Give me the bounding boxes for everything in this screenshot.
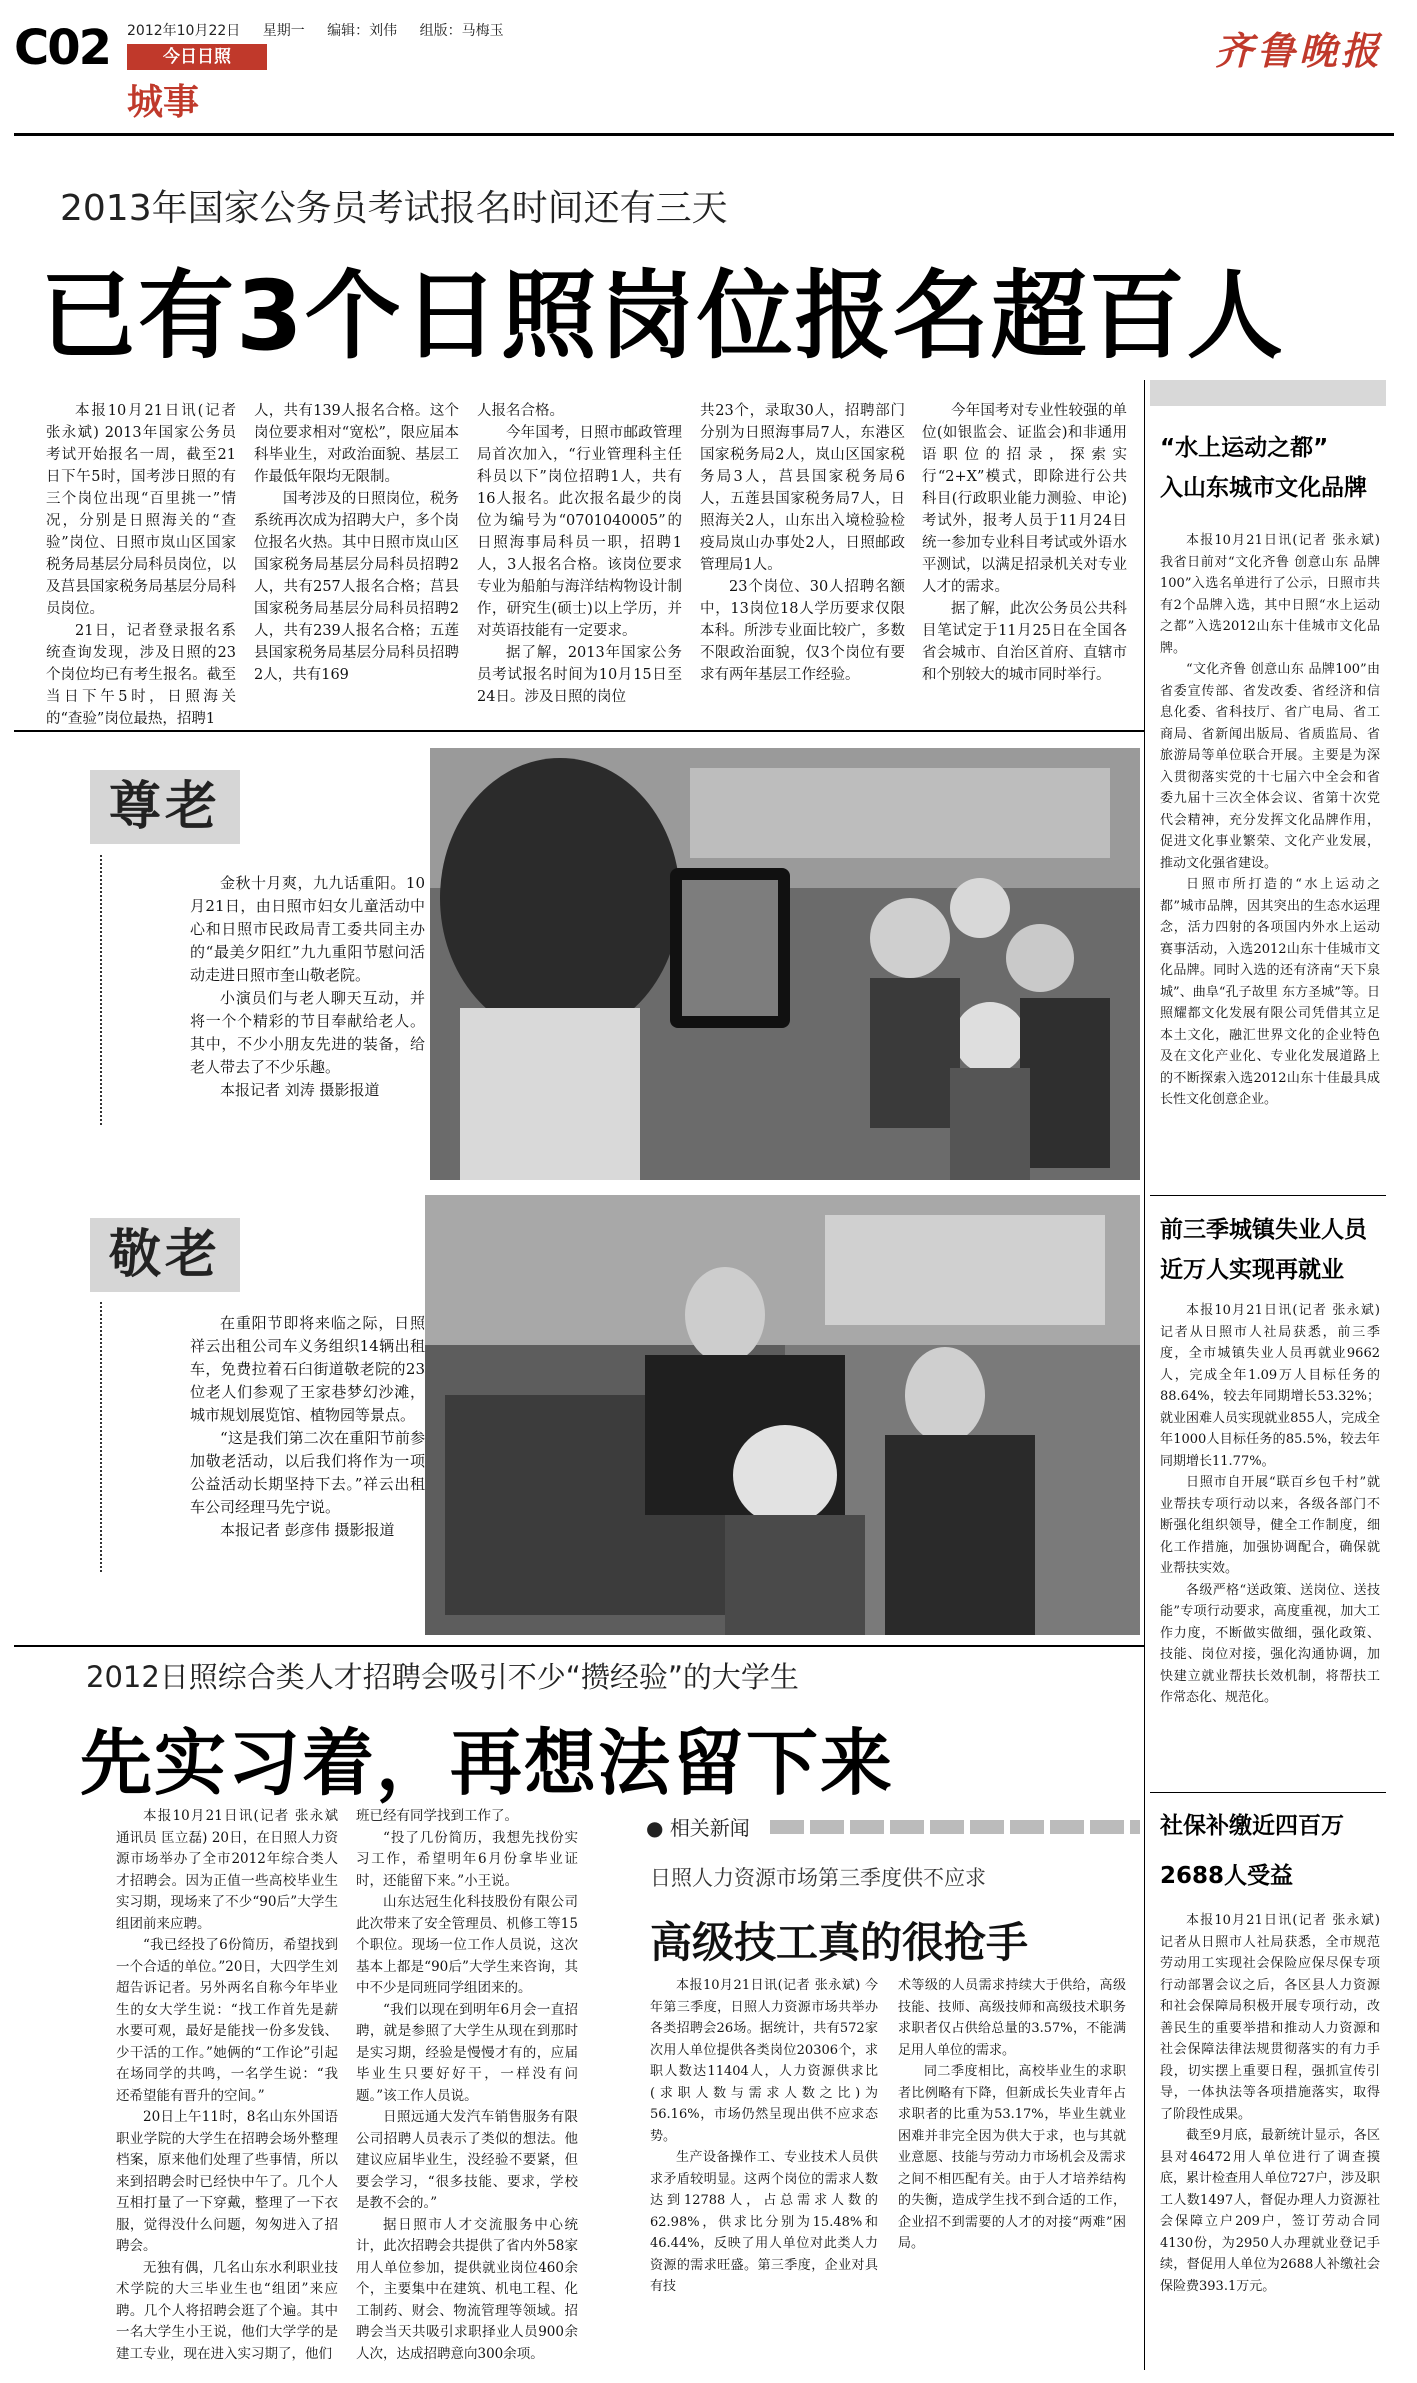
photo1-illustration xyxy=(430,748,1140,1180)
related-dot-icon: ● xyxy=(646,1816,664,1840)
divider xyxy=(1150,1195,1386,1196)
lead-kicker: 2013年国家公务员考试报名时间还有三天 xyxy=(60,188,728,229)
issue-meta xyxy=(127,20,522,40)
photo1-caption xyxy=(190,872,425,1102)
paragraph: 本报10月21日讯(记者 张永斌 通讯员 匡立磊) 20日，在日照人力资源市场举办了全市2012年综合类人才招聘会。因为正值一些高校毕业生实习期，现场来了不少“90后”大学生组团前来应聘。 xyxy=(116,1808,338,1932)
paragraph: 截至9月底，最新统计显示，各区县对46472用人单位进行了调查摸底，累计检查用人单位727户，涉及职工人数1497人，督促办理人力资源社会保障立户209户，签订劳动合同4130份，为2950人办理就业登记手续，督促用人单位为2688人补缴社会保险费393.1万元。 xyxy=(1160,2128,1380,2294)
story2-kicker: 2012日照综合类人才招聘会吸引不少“攒经验”的大学生 xyxy=(86,1660,799,1694)
lead-column-1 xyxy=(46,400,236,730)
issue-weekday: 星期一 xyxy=(262,23,305,39)
story2-column-2 xyxy=(356,1806,578,2365)
related-news-label xyxy=(646,1812,750,1841)
paragraph: 山东达冠生化科技股份有限公司此次带来了安全管理员、机修工等15个职位。现场一位工作人员说，这次基本上都是“90后”大学生来咨询，其中不少是同班同学组团来的。 xyxy=(356,1894,578,1996)
paragraph: 生产设备操作工、专业技术人员供求矛盾较明显。这两个岗位的需求人数达到12788人，占总需求人数的62.98%，供求比分别为15.48%和46.44%，反映了用人单位对此类人力资源的需求旺盛。第三季度，企业对具有技 xyxy=(650,2150,878,2294)
paragraph: 据了解，此次公务员公共科目笔试定于11月25日在全国各省会城市、自治区首府、直辖市和个别较大的城市同时举行。 xyxy=(922,601,1127,683)
dotted-guide xyxy=(100,855,102,1125)
story2-column-1 xyxy=(116,1806,338,2365)
related-column-1 xyxy=(650,1975,878,2298)
related-label-text: 相关新闻 xyxy=(669,1816,750,1840)
story2-headline: 先实习着，再想法留下来 xyxy=(80,1721,895,1805)
paragraph: 国考涉及的日照岗位，税务系统再次成为招聘大户，多个岗位报名火热。其中日照市岚山区国家税务局基层分局科员招聘2人，共有257人报名合格；莒县国家税务局基层分局科员招聘2人，共有239人报名合格；五莲县国家税务局基层分局科员招聘2人，共有169 xyxy=(254,491,459,683)
sidebar-a-title-2: 入山东城市文化品牌 xyxy=(1160,475,1367,501)
issue-date: 2012年10月22日 xyxy=(127,23,241,39)
paragraph: 本报10月21日讯(记者 张永斌) 记者从日照市人社局获悉，全市规范劳动用工实现社会保险应保尽保专项行动部署会议之后，各区县人力资源和社会保障局积极开展专项行动，改善民生的重要举措和推动人力资源和社会保障法律法规贯彻落实的有力手段，切实摆上重要日程，强抓宣传引导，一体执法等各项措施落实，取得了阶段性成果。 xyxy=(1160,1913,1380,2122)
paragraph: 各级严格“送政策、送岗位、送技能”专项行动要求，高度重视，加大工作力度，不断做实做细，强化政策、技能、岗位对接，强化沟通协调，加快建立就业帮扶长效机制，将帮扶工作常态化、规范化。 xyxy=(1160,1582,1380,1705)
paragraph: 班已经有同学找到工作了。 xyxy=(356,1808,518,1824)
sidebar-c-title-2: 2688人受益 xyxy=(1160,1863,1294,1889)
paragraph: 据日照市人才交流服务中心统计，此次招聘会共提供了省内外58家用人单位参加，提供就业岗位460余个，主要集中在建筑、机电工程、化工制药、财会、物流管理等领域。招聘会当天共吸引求职择业人员900余人次，达成招聘意向300余项。 xyxy=(356,2216,578,2362)
sidebar-c-title-1: 社保补缴近四百万 xyxy=(1160,1813,1344,1839)
related-headline: 高级技工真的很抢手 xyxy=(650,1918,1029,1967)
divider xyxy=(1150,1792,1386,1793)
divider xyxy=(14,730,1144,732)
sidebar-a-title-1: “水上运动之都” xyxy=(1160,435,1329,461)
sidebar-a-body xyxy=(1160,530,1380,1111)
page-number: C02 xyxy=(14,20,111,76)
dotted-guide xyxy=(100,1302,102,1572)
related-kicker: 日照人力资源市场第三季度供不应求 xyxy=(650,1866,986,1890)
sidebar-c-body xyxy=(1160,1910,1380,2297)
paragraph: 无独有偶，几名山东水利职业技术学院的大三毕业生也“组团”来应聘。几个人将招聘会逛了个遍。其中一名大学生小王说，他们大学学的是建工专业，现在进入实习期了，他们 xyxy=(116,2259,338,2362)
paragraph: 20日上午11时，8名山东外国语职业学院的大学生在招聘会场外整理档案，原来他们处理了些事情，所以来到招聘会时已经快中午了。几个人互相打量了一下穿戴，整理了一下衣服，觉得没什么问题，匆匆进入了招聘会。 xyxy=(116,2109,338,2254)
lead-column-5 xyxy=(922,400,1127,686)
related-bar xyxy=(770,1820,1140,1834)
related-column-2 xyxy=(898,1975,1126,2255)
photo-credit: 本报记者 彭彦伟 摄影报道 xyxy=(220,1521,395,1539)
paragraph: 术等级的人员需求持续大于供给，高级技能、技师、高级技师和高级技术职务求职者仅占供给总量的3.57%，不能满足用人单位的需求。 xyxy=(898,1978,1126,2058)
paragraph: 21日，记者登录报名系统查询发现，涉及日照的23个岗位均已有考生报名。截至当日下午5时，日照海关的“查验”岗位最热，招聘1 xyxy=(46,623,236,727)
photo-taxi-drivers-help-elderly xyxy=(425,1195,1140,1635)
editor-credit: 编辑：刘伟 xyxy=(327,23,398,39)
lead-column-4 xyxy=(700,400,905,686)
photo2-illustration xyxy=(425,1195,1140,1635)
paragraph: “投了几份简历，我想先找份实习工作，希望明年6月份拿毕业证时，还能留下来。”小王说。 xyxy=(356,1829,578,1889)
paragraph: 据了解，2013年国家公务员考试报名时间为10月15日至24日。涉及日照的岗位 xyxy=(477,645,682,705)
paragraph: 23个岗位、30人招聘名额中，13岗位18人学历要求仅限本科。所涉专业面比较广，多数不限政治面貌，仅3个岗位有要求有两年基层工作经验。 xyxy=(700,579,905,683)
column-rule xyxy=(1144,380,1145,2370)
section-name: 城事 xyxy=(127,81,200,123)
paragraph: 人报名合格。 xyxy=(477,403,564,419)
paragraph: 今年国考，日照市邮政管理局首次加入，“行业管理科主任科员以下”岗位招聘1人，共有16人报名。此次报名最少的岗位为编号为“0701040005”的日照海事局科员一职，招聘1人，3人报名合格。该岗位要求专业为船舶与海洋结构物设计制作，研究生(硕士)以上学历，并对英语技能有一定要求。 xyxy=(477,425,682,639)
paragraph: “我已经投了6份简历，希望找到一个合适的单位。”20日，大四学生刘超告诉记者。另外两名自称今年毕业生的女大学生说：“找工作首先是薪水要可观，最好是能找一份多发钱、少干活的工作。”她俩的“工作论”引起在场同学的共鸣，一名学生说：“我还希望能有晋升的空间。” xyxy=(116,1937,338,2104)
photo-children-visit-nursing-home xyxy=(430,748,1140,1180)
photo2-tag: 敬老 xyxy=(90,1218,240,1292)
section-tab: 今日日照 xyxy=(127,44,267,70)
lead-column-3 xyxy=(477,400,682,708)
paragraph: 日照远通大发汽车销售服务有限公司招聘人员表示了类似的想法。他建议应届毕业生，没经验不要紧，但要会学习，“很多技能、要求，学校是教不会的。” xyxy=(356,2109,578,2211)
paragraph: 本报10月21日讯(记者 张永斌) 2013年国家公务员考试开始报名一周，截至21日下午5时，国考涉日照的有三个岗位出现“百里挑一”情况，分别是日照海关的“查验”岗位、日照市岚山区国家税务局基层分局科员岗位，以及莒县国家税务局基层分局科员岗位。 xyxy=(46,403,236,617)
sidebar-b-body xyxy=(1160,1300,1380,1709)
paragraph: “文化齐鲁 创意山东 品牌100”由省委宣传部、省发改委、省经济和信息化委、省科技厅、省广电局、省工商局、省新闻出版局、省质监局、省旅游局等单位联合开展。主要是为深入贯彻落实党的十七届六中全会和省委九届十三次全体会议、省第十次党代会精神，充分发挥文化品牌作用，促进文化事业繁荣、文化产业发展，推动文化强省建设。 xyxy=(1160,662,1380,871)
photo2-caption xyxy=(190,1312,425,1542)
sidebar-header-bar xyxy=(1150,380,1386,406)
paragraph: 今年国考对专业性较强的单位(如银监会、证监会)和非通用语职位的招录，探索实行“2+X”模式，即除进行公共科目(行政职业能力测验、申论)考试外，报考人员于11月24日统一参加专业科目考试或外语水平测试，以满足招录机关对专业人才的需求。 xyxy=(922,403,1127,595)
paragraph: 日照市所打造的“水上运动之都”城市品牌，因其突出的生态水运理念，活力四射的各项国内外水上运动赛事活动，入选2012山东十佳城市文化品牌。同时入选的还有济南“天下泉城”、曲阜“孔子故里 东方圣城”等。日照耀都文化发展有限公司凭借其立足本土文化，融汇世界文化的企业特色及在文化产业化、专业化发展道路上的不断探索入选2012山东十佳最具成长性文化创意企业。 xyxy=(1160,877,1380,1107)
lead-headline: 已有3个日照岗位报名超百人 xyxy=(40,260,1285,372)
paragraph: 金秋十月爽，九九话重阳。10月21日，由日照市妇女儿童活动中心和日照市民政局青工委共同主办的“最美夕阳红”九九重阳节慰问活动走进日照市奎山敬老院。 xyxy=(190,874,425,984)
photo-credit: 本报记者 刘涛 摄影报道 xyxy=(220,1081,380,1099)
paragraph: 同二季度相比，高校毕业生的求职者比例略有下降，但新成长失业青年占求职者的比重为53.17%，毕业生就业困难并非完全因为供大于求，也与其就业意愿、技能与劳动力市场机会及需求之间不相匹配有关。由于人才培养结构的失衡，造成学生找不到合适的工作，企业招不到需要的人才的对接“两难”困局。 xyxy=(898,2064,1126,2251)
paragraph: 小演员们与老人聊天互动，并将一个个精彩的节目奉献给老人。其中，不少小朋友先进的装备，给老人带去了不少乐趣。 xyxy=(190,989,425,1076)
paragraph: 在重阳节即将来临之际，日照祥云出租公司车义务组织14辆出租车，免费拉着石臼街道敬老院的23位老人们参观了王家巷梦幻沙滩，城市规划展览馆、植物园等景点。 xyxy=(190,1314,425,1424)
layout-credit: 组版：马梅玉 xyxy=(419,23,504,39)
paragraph: 本报10月21日讯(记者 张永斌) 记者从日照市人社局获悉，前三季度，全市城镇失业人员再就业9662人，完成全年1.09万人目标任务的88.64%，较去年同期增长53.32%；就业困难人员实现就业855人，完成全年1000人目标任务的85.5%，较去年同期增长11.77%。 xyxy=(1160,1303,1380,1469)
paragraph: 人，共有139人报名合格。这个岗位要求相对“宽松”，限应届本科毕业生，对政治面貌、基层工作最低年限均无限制。 xyxy=(254,403,459,485)
top-rule xyxy=(14,133,1394,136)
paragraph: 共23个，录取30人，招聘部门分别为日照海事局7人，东港区国家税务局2人，岚山区国家税务局3人，莒县国家税务局6人，五莲县国家税务局7人，日照海关2人，山东出入境检验检疫局岚山办事处2人，日照邮政管理局1人。 xyxy=(700,403,905,573)
sidebar-b-title-1: 前三季城镇失业人员 xyxy=(1160,1217,1367,1243)
divider xyxy=(14,1645,1144,1647)
lead-column-2 xyxy=(254,400,459,686)
newspaper-logo: 齐鲁晚报 xyxy=(1215,28,1384,73)
sidebar-b-title-2: 近万人实现再就业 xyxy=(1160,1257,1344,1283)
paragraph: “这是我们第二次在重阳节前参加敬老活动，以后我们将作为一项公益活动长期坚持下去。”祥云出租车公司经理马先宁说。 xyxy=(190,1429,425,1516)
paragraph: 本报10月21日讯(记者 张永斌) 今年第三季度，日照人力资源市场共举办各类招聘会26场。据统计，共有572家次用人单位提供各类岗位20306个，求职人数达11404人，人力资源供求比(求职人数与需求人数之比)为56.16%，市场仍然呈现出供不应求态势。 xyxy=(650,1978,878,2144)
photo1-tag: 尊老 xyxy=(90,770,240,844)
paragraph: 本报10月21日讯(记者 张永斌) 我省日前对“文化齐鲁 创意山东 品牌100”入选名单进行了公示，日照市共有2个品牌入选，其中日照“水上运动之都”入选2012山东十佳城市文化品牌。 xyxy=(1160,533,1380,656)
paragraph: 日照市自开展“联百乡包千村”就业帮扶专项行动以来，各级各部门不断强化组织领导，健全工作制度，细化工作措施，加强协调配合，确保就业帮扶实效。 xyxy=(1160,1475,1380,1576)
paragraph: “我们以现在到明年6月会一直招聘，就是参照了大学生从现在到那时是实习期，经验是慢慢才有的，应届毕业生只要好好干，一样没有问题。”该工作人员说。 xyxy=(356,2001,578,2104)
